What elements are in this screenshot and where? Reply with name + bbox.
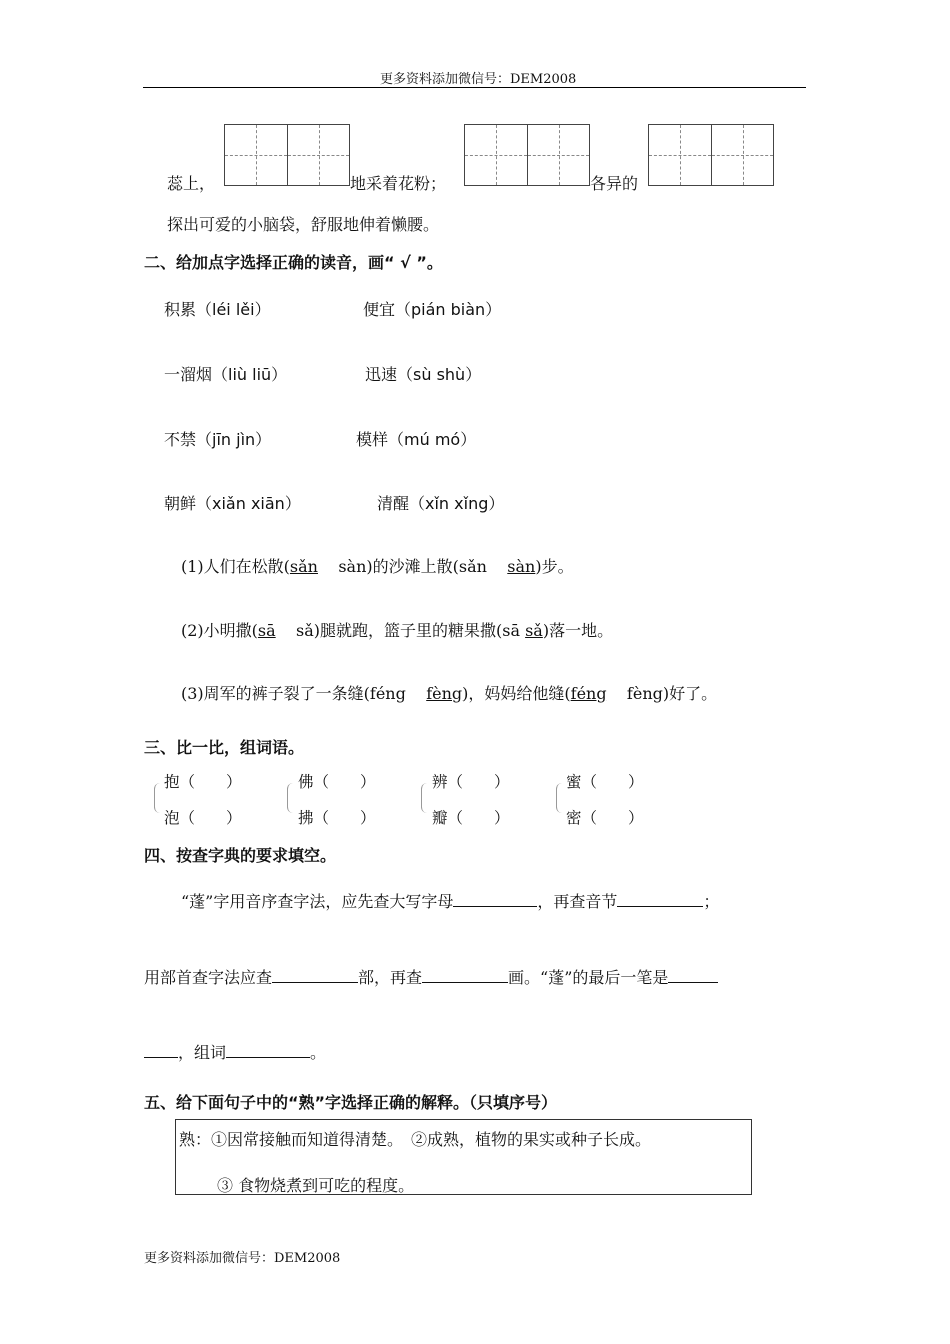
underlined-pinyin[interactable]: féng xyxy=(570,684,607,703)
answer-blank[interactable] xyxy=(226,1042,310,1058)
compare-bottom: 拂（ ） xyxy=(298,809,376,827)
compare-bottom: 泡（ ） xyxy=(164,809,242,827)
word: 模样 xyxy=(356,430,389,449)
answer-blank[interactable]: （ ） xyxy=(313,773,376,791)
brace-icon xyxy=(556,783,564,813)
answer-blank[interactable] xyxy=(272,967,358,983)
page-footer: 更多资料添加微信号：DEM2008 xyxy=(144,1251,341,1266)
compare-top: 抱（ ） xyxy=(164,773,242,791)
answer-blank[interactable] xyxy=(668,967,718,983)
brace-icon xyxy=(287,783,295,813)
pinyin-options[interactable]: （léi lěi） xyxy=(196,300,271,319)
answer-blank[interactable] xyxy=(144,1042,178,1058)
brace-icon xyxy=(421,783,429,813)
answer-blank[interactable]: （ ） xyxy=(179,809,242,827)
pinyin-item xyxy=(363,297,501,320)
word: 迅速 xyxy=(365,365,398,384)
pinyin-options[interactable]: （xiǎn xiān） xyxy=(196,494,301,513)
section2-title: 二、给加点字选择正确的读音，画“ √ ”。 xyxy=(144,253,443,272)
intro-fragment-2: 地采着花粉； xyxy=(350,174,447,193)
answer-blank[interactable]: （ ） xyxy=(313,809,376,827)
header-rule xyxy=(143,87,806,88)
pinyin-item xyxy=(377,491,504,514)
writing-grid-3[interactable] xyxy=(648,124,774,186)
writing-grid-1[interactable] xyxy=(224,124,350,186)
underlined-pinyin[interactable]: fèng xyxy=(426,684,463,703)
underlined-pinyin[interactable]: sǎn xyxy=(289,557,318,576)
pinyin-options[interactable]: （xǐn xǐng） xyxy=(409,494,505,513)
pinyin-item xyxy=(164,297,271,320)
answer-blank[interactable]: （ ） xyxy=(179,773,242,791)
compare-bottom: 瓣（ ） xyxy=(432,809,510,827)
dictionary-line-3: ，组词 。 xyxy=(144,1040,326,1063)
word: 朝鲜 xyxy=(164,494,197,513)
pinyin-item xyxy=(164,491,301,514)
answer-blank[interactable] xyxy=(617,891,703,907)
pinyin-options[interactable]: （pián biàn） xyxy=(395,300,502,319)
answer-blank[interactable]: （ ） xyxy=(447,809,510,827)
pinyin-options[interactable]: （sù shù） xyxy=(397,365,482,384)
pinyin-item xyxy=(164,427,271,450)
pinyin-options[interactable]: （liù liū） xyxy=(212,365,288,384)
compare-top: 佛（ ） xyxy=(298,773,376,791)
pinyin-options[interactable]: （mú mó） xyxy=(388,430,477,449)
answer-blank[interactable]: （ ） xyxy=(581,809,644,827)
definition-line-2: ③ 食物烧煮到可吃的程度。 xyxy=(217,1176,415,1195)
intro-fragment-3: 各异的 xyxy=(590,174,639,193)
underlined-pinyin[interactable]: sàn xyxy=(507,557,536,576)
word: 积累 xyxy=(164,300,197,319)
pinyin-item xyxy=(356,427,476,450)
intro-line-2: 探出可爱的小脑袋，舒服地伸着懒腰。 xyxy=(167,215,440,234)
dictionary-line-1: “蓬”字用音序查字法，应先查大写字母 ，再查音节 ； xyxy=(181,892,720,911)
pinyin-options[interactable]: （jīn jìn） xyxy=(196,430,272,449)
section5-title: 五、给下面句子中的“熟”字选择正确的解释。（只填序号） xyxy=(144,1093,558,1112)
word: 清醒 xyxy=(377,494,410,513)
pinyin-item xyxy=(365,362,481,385)
answer-blank[interactable] xyxy=(422,967,508,983)
word: 一溜烟 xyxy=(164,365,213,384)
underlined-pinyin[interactable]: sǎ xyxy=(525,621,543,640)
sentence-1: (1)人们在松散(sǎn sàn)的沙滩上散(sǎn sàn)步。 xyxy=(181,557,574,576)
sentence-3: (3)周军的裤子裂了一条缝(féng fèng)，妈妈给他缝(féng fèng)好了。 xyxy=(181,684,718,703)
sentence-2: (2)小明撒(sā sǎ)腿就跑，篮子里的糖果撒(sā sǎ)落一地。 xyxy=(181,621,614,640)
writing-grid-2[interactable] xyxy=(464,124,590,186)
word: 不禁 xyxy=(164,430,197,449)
dictionary-line-2: 用部首查字法应查 部，再查 画。“蓬”的最后一笔是 xyxy=(144,965,718,988)
section3-title: 三、比一比，组词语。 xyxy=(144,738,305,757)
section4-title: 四、按查字典的要求填空。 xyxy=(144,846,337,865)
compare-top: 蜜（ ） xyxy=(566,773,644,791)
answer-blank[interactable]: （ ） xyxy=(581,773,644,791)
compare-top: 辨（ ） xyxy=(432,773,510,791)
intro-fragment-1: 蕊上， xyxy=(167,174,216,193)
pinyin-item xyxy=(164,362,287,385)
underlined-pinyin[interactable]: sā xyxy=(257,621,276,640)
answer-blank[interactable] xyxy=(453,891,537,907)
word: 便宜 xyxy=(363,300,396,319)
compare-bottom: 密（ ） xyxy=(566,809,644,827)
answer-blank[interactable]: （ ） xyxy=(447,773,510,791)
brace-icon xyxy=(154,783,162,813)
page-header: 更多资料添加微信号：DEM2008 xyxy=(380,72,577,87)
definition-line-1: 熟：①因常接触而知道得清楚。 ②成熟，植物的果实或种子长成。 xyxy=(179,1130,652,1149)
